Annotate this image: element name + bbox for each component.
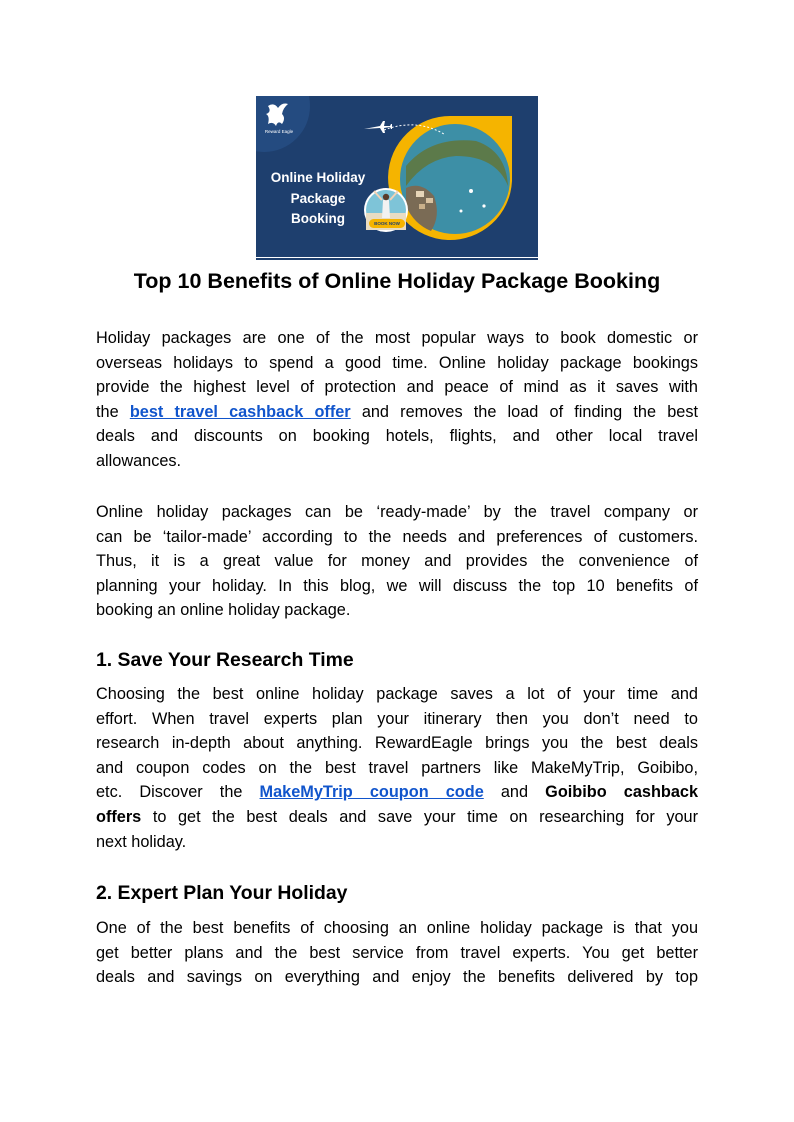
- banner-title-line: Online Holiday: [270, 170, 366, 185]
- text-line: overseas holidays to spend a good time. Online holiday package bookings: [96, 353, 698, 372]
- banner-title-line: Package: [290, 190, 346, 206]
- text-line: [96, 805, 698, 830]
- banner-title: [256, 168, 380, 230]
- text-line: effort. When travel experts plan your itinerary then you don’t need to: [96, 709, 698, 728]
- text-line: can be ‘tailor-made’ according to the needs and preferences of customers.: [96, 527, 698, 546]
- offers-bold: offers: [96, 807, 142, 826]
- text-line: booking an online holiday package.: [96, 601, 351, 620]
- text-line: next holiday.: [96, 832, 187, 851]
- section-2-paragraph: [96, 916, 698, 990]
- text-line: Choosing the best online holiday package saves a lot of your time and: [96, 685, 698, 703]
- text-line: planning your holiday. In this blog, we will discuss the top 10 benefits of: [96, 576, 698, 595]
- text-fragment: to get the best deals and save your time on researching for your: [141, 807, 698, 826]
- section-heading-1: 1. Save Your Research Time: [96, 649, 354, 671]
- text-line: [96, 400, 698, 425]
- text-line: provide the highest level of protection and peace of mind as it saves with: [96, 378, 698, 397]
- banner-underline: [256, 258, 538, 260]
- text-line: Holiday packages are one of the most popular ways to book domestic or: [96, 329, 698, 347]
- text-line: deals and savings on everything and enjoy the benefits delivered by top: [96, 968, 698, 987]
- text-line: and coupon codes on the best travel partners like MakeMyTrip, Goibibo,: [96, 758, 698, 777]
- text-line: get better plans and the best service from travel experts. You get better: [96, 943, 698, 962]
- goibibo-cashback-bold: Goibibo cashback: [545, 783, 698, 802]
- text-line: [96, 780, 698, 805]
- text-line: deals and discounts on booking hotels, flights, and other local travel: [96, 427, 698, 446]
- best-travel-cashback-offer-link[interactable]: best travel cashback offer: [129, 402, 351, 421]
- second-paragraph: [96, 500, 698, 623]
- brand-logo: [261, 102, 297, 134]
- banner-title-line: Booking: [291, 211, 345, 226]
- text-line: Thus, it is a great value for money and provides the convenience of: [96, 552, 698, 571]
- text-fragment: the: [96, 402, 130, 421]
- book-now-button[interactable]: BOOK NOW: [369, 219, 405, 228]
- text-fragment: etc. Discover the: [96, 783, 260, 802]
- text-line: allowances.: [96, 451, 182, 470]
- text-line: Online holiday packages can be ‘ready-made’ by the travel company or: [96, 503, 698, 521]
- banner-image: [256, 96, 538, 257]
- intro-paragraph: [96, 326, 698, 474]
- section-heading-2: 2. Expert Plan Your Holiday: [96, 882, 348, 904]
- section-1-paragraph: [96, 682, 698, 854]
- text-line: One of the best benefits of choosing an online holiday package is that you: [96, 919, 698, 937]
- page-title: Top 10 Benefits of Online Holiday Package Booking: [133, 269, 661, 293]
- text-fragment: and removes the load of finding the best: [350, 402, 698, 421]
- makemytrip-coupon-code-link[interactable]: MakeMyTrip coupon code: [259, 783, 484, 802]
- text-line: research in-depth about anything. RewardEagle brings you the best deals: [96, 734, 698, 753]
- brand-name: Reward Eagle: [264, 129, 294, 134]
- text-fragment: and: [483, 783, 546, 802]
